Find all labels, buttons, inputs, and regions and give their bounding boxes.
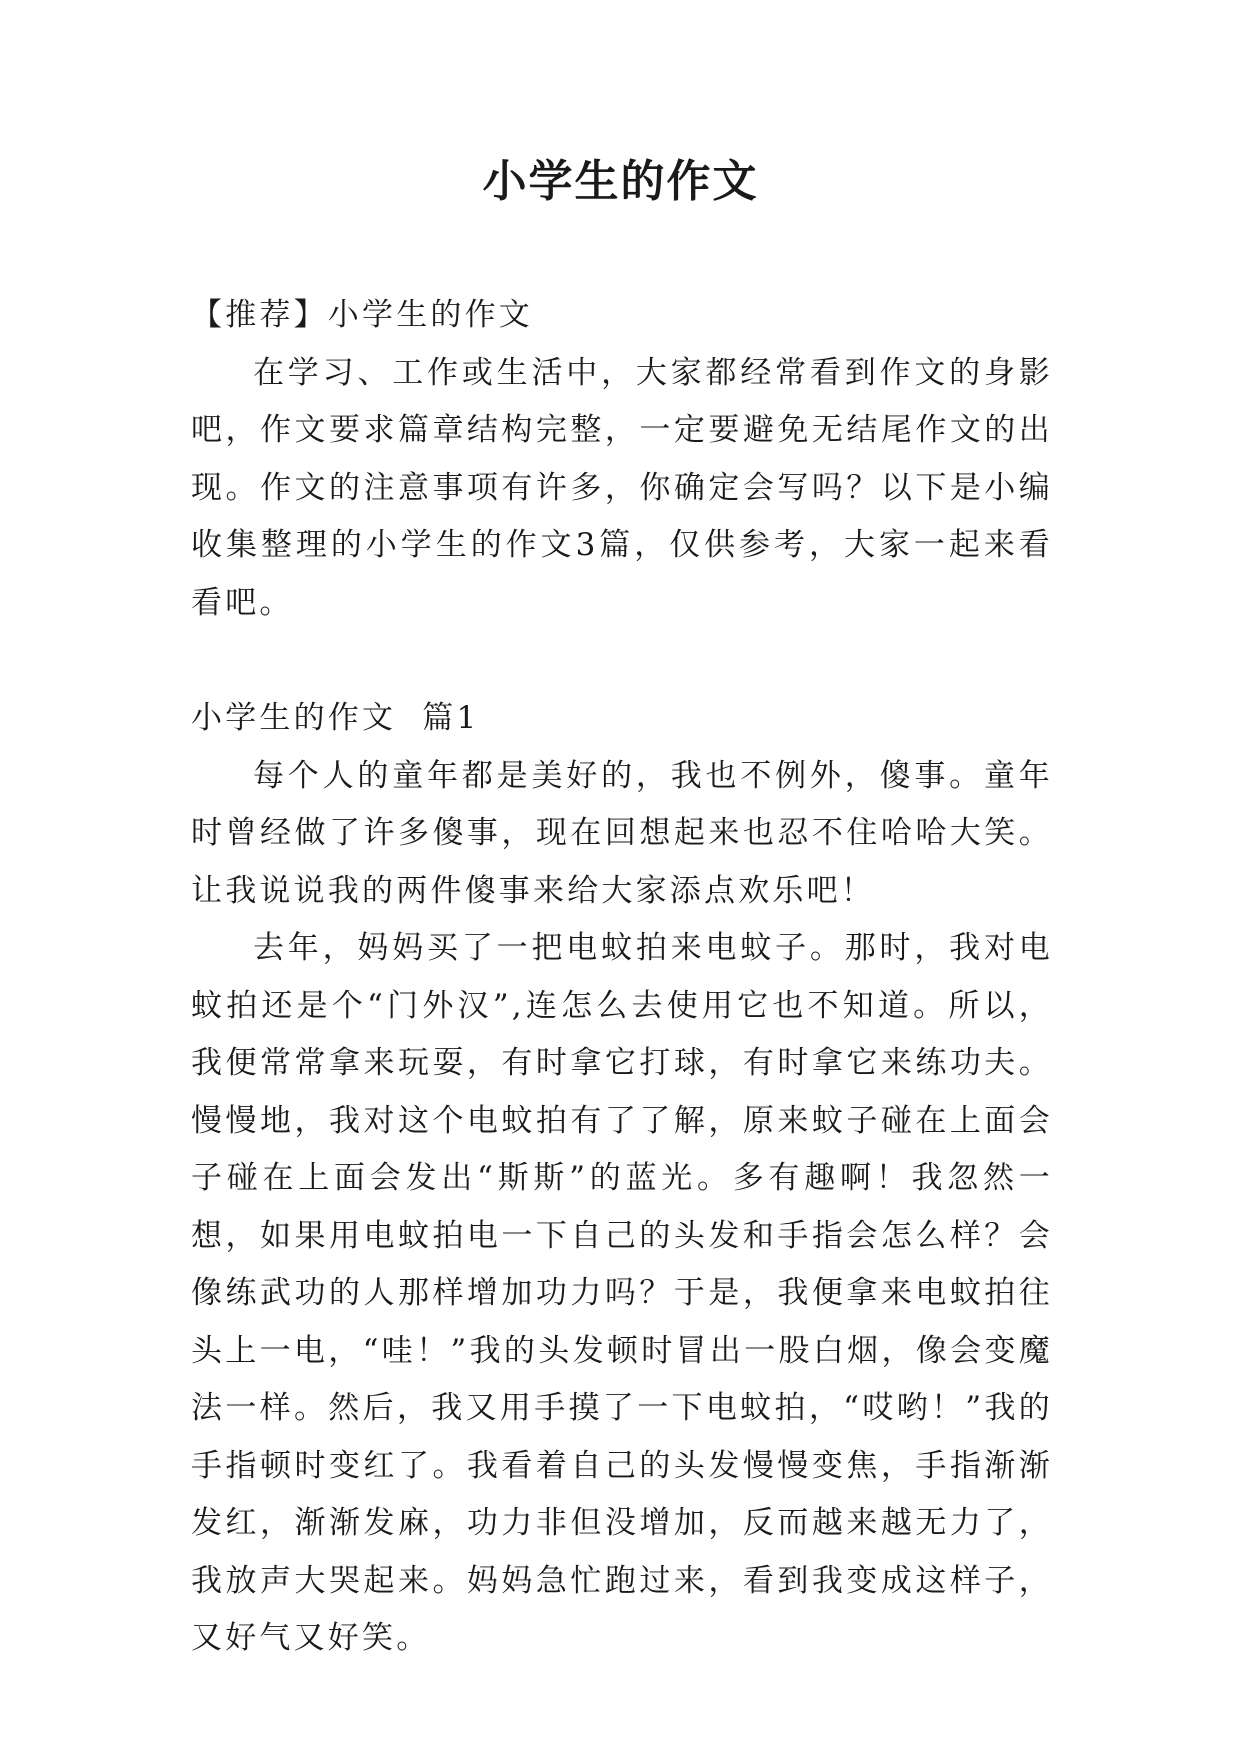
body-paragraph-1: 每个人的童年都是美好的，我也不例外，傻事。童年时曾经做了许多傻事，现在回想起来也忍不住哈哈大笑。让我说说我的两件傻事来给大家添点欢乐吧！	[191, 757, 1053, 909]
section-gap	[191, 632, 1053, 690]
document-body	[191, 287, 1053, 1668]
document-title: 小学生的作文	[482, 156, 759, 207]
recommend-line: 【推荐】小学生的作文	[191, 297, 533, 333]
body-paragraph-2: 去年，妈妈买了一把电蚊拍来电蚊子。那时，我对电蚊拍还是个“门外汉”,连怎么去使用它也不知道。所以，我便常常拿来玩耍，有时拿它打球，有时拿它来练功夫。慢慢地，我对这个电蚊拍有了了解，原来蚊子碰在上面会子碰在上面会发出“斯斯”的蓝光。多有趣啊！我忽然一想，如果用电蚊拍电一下自己的头发和手指会怎么样？会像练武功的人那样增加功力吗？于是，我便拿来电蚊拍往头上一电，“哇！”我的头发顿时冒出一股白烟，像会变魔法一样。然后，我又用手摸了一下电蚊拍，“哎哟！”我的手指顿时变红了。我看着自己的头发慢慢变焦，手指渐渐发红，渐渐发麻，功力非但没增加，反而越来越无力了，我放声大哭起来。妈妈急忙跑过来，看到我变成这样子，又好气又好笑。	[191, 930, 1053, 1656]
intro-paragraph: 在学习、工作或生活中，大家都经常看到作文的身影吧，作文要求篇章结构完整，一定要避免无结尾作文的出现。作文的注意事项有许多，你确定会写吗？以下是小编收集整理的小学生的作文3篇，仅供参考，大家一起来看看吧。	[191, 354, 1053, 621]
section-heading: 小学生的作文 篇1	[191, 700, 480, 736]
